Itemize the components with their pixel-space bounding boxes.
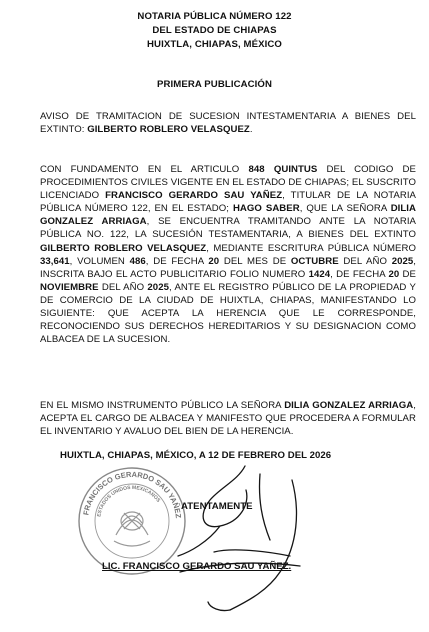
body1-text: DE — [399, 268, 416, 280]
body1-article: 848 QUINTUS — [248, 164, 318, 175]
body1-deed-number: 33,641 — [40, 255, 70, 267]
body1-deceased-name: GILBERTO ROBLERO VELASQUEZ — [40, 242, 207, 254]
publication-title: PRIMERA PUBLICACIÓN — [156, 79, 273, 90]
body1-day: 20 — [208, 255, 220, 267]
date-line: HUIXTLA, CHIAPAS, MÉXICO, A 12 DE FEBRERO DEL 2026 — [60, 450, 332, 461]
body1-folio-number: 1424 — [308, 268, 331, 280]
notary-header-line1: NOTARIA PÚBLICA NÚMERO 122 — [137, 11, 292, 22]
body1-text: DEL AÑO — [338, 255, 392, 267]
body1-month2: NOVIEMBRE — [40, 281, 99, 293]
body1-text: , MEDIANTE ESCRITURA PÚBLICA NÚMERO — [206, 242, 416, 254]
body1-year2: 2025 — [147, 281, 169, 293]
signatory-name: LIC. FRANCISCO GERARDO SAU YAÑEZ. — [102, 561, 292, 572]
closing-wrap — [14, 500, 416, 513]
body1-text: CON FUNDAMENTO EN EL ARTICULO — [40, 164, 249, 175]
closing: ATENTAMENTE — [181, 501, 253, 512]
aviso-end: . — [249, 124, 253, 136]
body1-text: , TITULAR DE LA NOTARIA PÚBLICA NÚMERO 122, EN EL ESTADO; — [40, 190, 416, 215]
aviso-deceased-name: GILBERTO ROBLERO VELASQUEZ — [87, 124, 250, 136]
body1-text: , VOLUMEN — [69, 255, 130, 267]
aviso-text: AVISO DE TRAMITACION DE SUCESION INTESTAMENTARIA A BIENES DEL EXTINTO: — [40, 111, 416, 136]
signature-icon — [150, 460, 325, 625]
notary-header-line2: DEL ESTADO DE CHIAPAS — [152, 25, 277, 36]
body1-text: , DE FECHA — [330, 268, 389, 280]
aviso-paragraph — [14, 110, 416, 136]
seal-ring-text: FRANCISCO GERARDO SAU YAÑEZ — [81, 469, 183, 519]
body-paragraph-1 — [14, 163, 416, 346]
body-paragraph-2 — [14, 399, 416, 438]
body1-day2: 20 — [388, 268, 400, 280]
body1-text: DEL AÑO — [98, 281, 148, 293]
body2-text: EN EL MISMO INSTRUMENTO PÚBLICO LA SEÑORA — [40, 400, 285, 411]
body1-notary-name: FRANCISCO GERARDO SAU YAÑEZ — [105, 190, 283, 202]
body1-text: DEL MES DE — [219, 255, 291, 267]
body1-volume: 486 — [129, 255, 146, 267]
body1-text: , SE ENCUENTRA TRAMITANDO ANTE LA NOTARIA PÚBLICA NO. 122, LA SUCESIÓN TESTAMENTARIA, A BIENES DEL EXTINTO — [40, 216, 417, 241]
seal-inner-text: ESTADOS UNIDOS MEXICANOS — [96, 484, 162, 518]
notary-header-line3: HUIXTLA, CHIAPAS, MÉXICO — [147, 39, 282, 50]
body2-text: , ACEPTA EL CARGO DE ALBACEA Y MANIFESTO QUE PROCEDERA A FORMULAR EL INVENTARIO Y AVALUO DEL BIEN DE LA HERENCIA. — [40, 400, 416, 438]
body2-heir-name: DILIA GONZALEZ ARRIAGA — [284, 400, 414, 411]
body1-heir-name: DILIA GONZALEZ ARRIAGA — [40, 203, 416, 228]
body1-text: , QUE LA SEÑORA — [299, 203, 391, 215]
body1-text: , INSCRITA BAJO EL ACTO PUBLICITARIO FOLIO NUMERO — [40, 255, 416, 280]
body1-text: , DE FECHA — [145, 255, 209, 267]
body1-text: DEL CODIGO DE PROCEDIMIENTOS CIVILES VIGENTE EN EL ESTADO DE CHIAPAS; EL SUSCRITO LICENCIADO — [40, 164, 416, 202]
body1-text: , ANTE EL REGISTRO PÚBLICO DE LA PROPIEDAD Y DE COMERCIO DE LA CIUDAD DE HUIXTLA, CHIAPAS, MANIFESTANDO LO SIGUIENTE: QUE ACEPTA LA HERENCIA QUE LE CORRESPONDE, RECONOCIENDO SUS DERECHOS HEREDITARIOS Y SU DESIGNACION COMO ALBACEA DE LA SUCESION. — [40, 281, 416, 346]
body1-hago-saber: HAGO SABER — [232, 203, 300, 215]
body1-month: OCTUBRE — [290, 255, 339, 267]
body1-year: 2025 — [391, 255, 414, 267]
